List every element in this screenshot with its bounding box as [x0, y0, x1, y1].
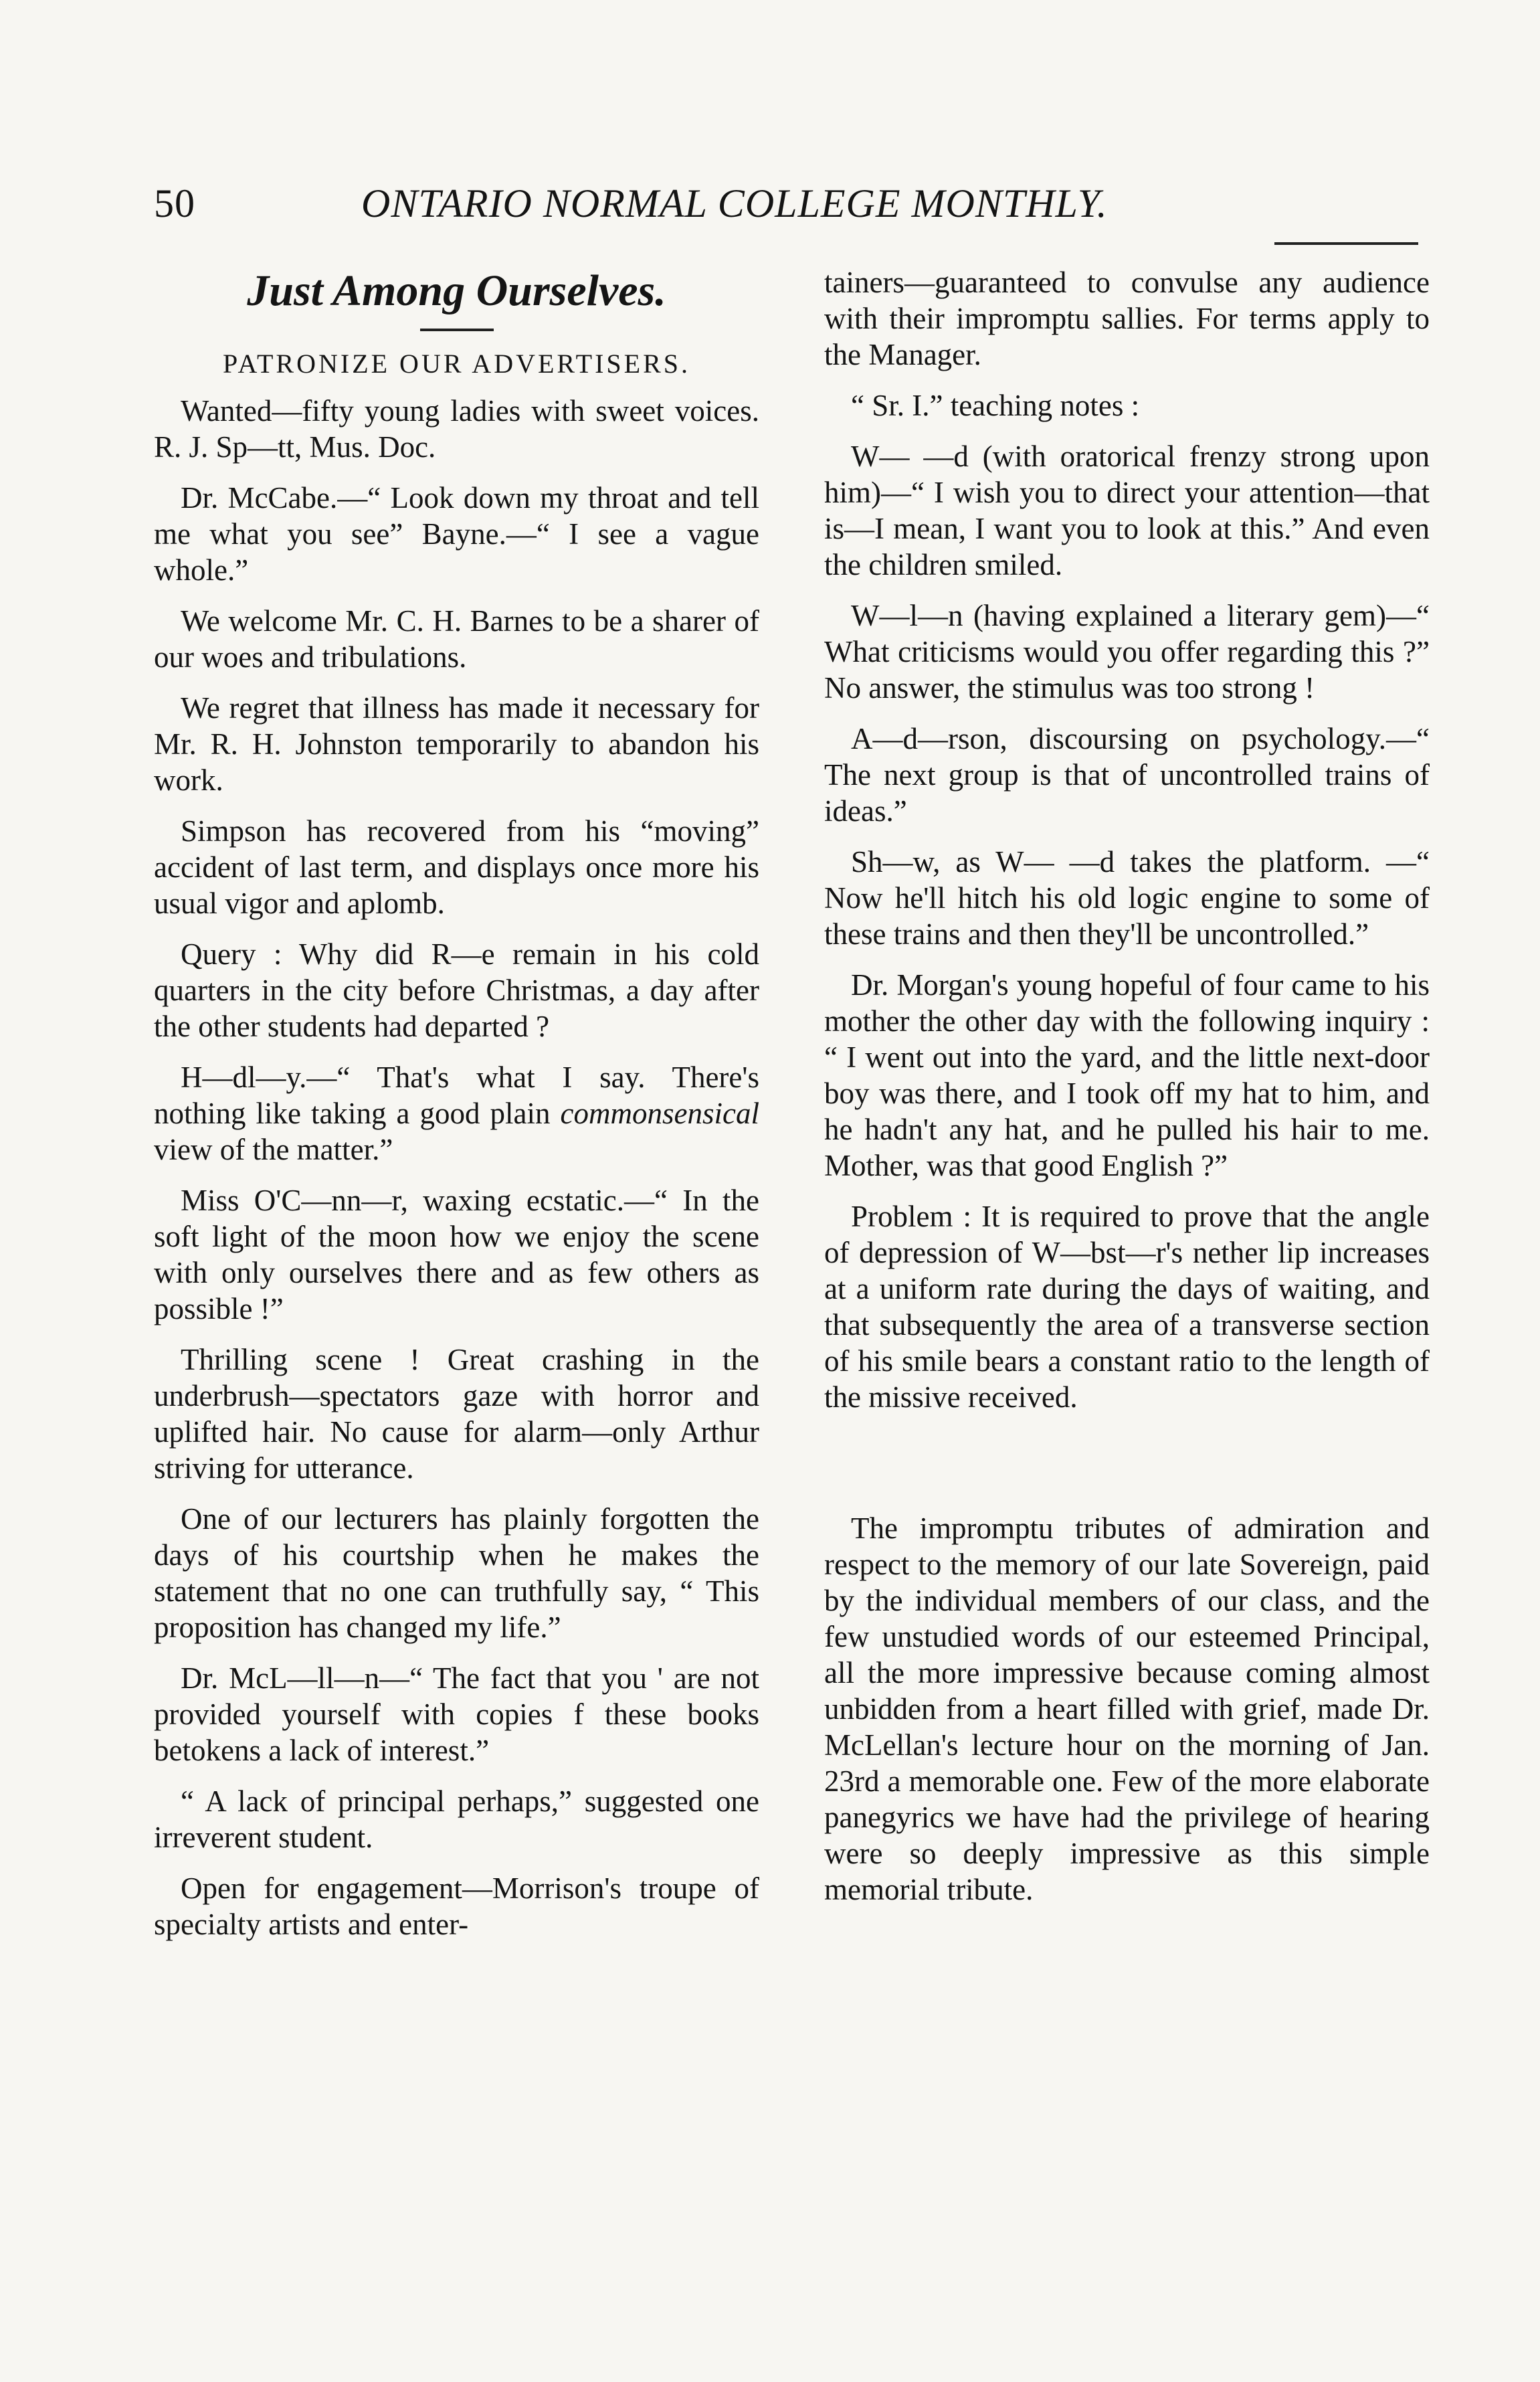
- paragraph: Miss O'C—nn—r, waxing ecstatic.—“ In the soft light of the moon how we enjoy the scene with only ourselves there and as few others as possible !”: [154, 1184, 759, 1325]
- paragraph: “ Sr. I.” teaching notes :: [851, 389, 1140, 422]
- paragraph: Problem : It is required to prove that the angle of depression of W—bst—r's nether lip increases at a uniform rate during the days of waiting, and that subsequently the area of a transverse section of his smile bears a constant ratio to the length of the missive received.: [824, 1200, 1430, 1414]
- paragraph: Wanted—fifty young ladies with sweet voices. R. J. Sp—tt, Mus. Doc.: [154, 394, 759, 464]
- section-gap: [824, 1430, 1430, 1510]
- paragraph: One of our lecturers has plainly forgotten the days of his courtship when he makes the statement that no one can truthfully say, “ This proposition has changed my life.”: [154, 1502, 759, 1644]
- paragraph: We welcome Mr. C. H. Barnes to be a sharer of our woes and tribulations.: [154, 604, 759, 674]
- paragraph: W—l—n (having explained a literary gem)—“ What criticisms would you offer regarding this ?” No answer, the stimulus was too strong !: [824, 599, 1430, 705]
- italic-text: commonsensical: [560, 1097, 759, 1130]
- paragraph: W— —d (with oratorical frenzy strong upon him)—“ I wish you to direct your attention—that is—I mean, I want you to look at this.” And even the children smiled.: [824, 440, 1430, 581]
- paragraph: The impromptu tributes of admiration and respect to the memory of our late Sovereign, paid by the individual members of our class, and the few unstudied words of our esteemed Principal, all the more impressive because coming almost unbidden from a heart filled with grief, made Dr. McLellan's lecture hour on the morning of Jan. 23rd a memorable one. Few of the more elaborate panegyrics we have had the privilege of hearing were so deeply impressive as this simple memorial tribute.: [824, 1511, 1430, 1906]
- paragraph: We regret that illness has made it necessary for Mr. R. H. Johnston temporarily to abandon his work.: [154, 691, 759, 797]
- page-number: 50: [154, 181, 195, 225]
- title-rule: [420, 329, 494, 331]
- paragraph: “ A lack of principal perhaps,” suggested one irreverent student.: [154, 1784, 759, 1854]
- right-column: [824, 264, 1430, 1922]
- paragraph: Simpson has recovered from his “moving” accident of last term, and displays once more his usual vigor and aplomb.: [154, 814, 759, 920]
- left-column: [154, 264, 759, 1957]
- text: view of the matter.”: [154, 1133, 393, 1166]
- paragraph: Dr. Morgan's young hopeful of four came to his mother the other day with the following inquiry : “ I went out into the yard, and the little next-door boy was there, and I took off my hat to him, and he hadn't any hat, and he pulled his hair to me. Mother, was that good English ?”: [824, 968, 1430, 1182]
- page-header: [154, 181, 1398, 241]
- paragraph-hdly: [154, 1059, 759, 1168]
- section-subhead: PATRONIZE OUR ADVERTISERS.: [222, 349, 691, 379]
- paragraph: Query : Why did R—e remain in his cold quarters in the city before Christmas, a day after the other students had departed ?: [154, 937, 759, 1043]
- paragraph: Dr. McL—ll—n—“ The fact that you ' are not provided yourself with copies f these books betokens a lack of interest.”: [154, 1661, 759, 1767]
- paragraph: Sh—w, as W— —d takes the platform. —“ Now he'll hitch his old logic engine to some of these trains and then they'll be uncontrolled.”: [824, 845, 1430, 951]
- paragraph-continued: tainers—guaranteed to convulse any audience with their impromptu sallies. For terms apply to the Manager.: [824, 266, 1430, 371]
- section-title: Just Among Ourselves.: [247, 266, 666, 315]
- paragraph: Thrilling scene ! Great crashing in the underbrush—spectators gaze with horror and uplifted hair. No cause for alarm—only Arthur striving for utterance.: [154, 1343, 759, 1485]
- header-rule: [1274, 242, 1418, 245]
- text: H—dl—y.—“ That's what I say. There's nothing like taking a good plain: [154, 1061, 759, 1130]
- running-title: ONTARIO NORMAL COLLEGE MONTHLY.: [361, 181, 1108, 225]
- paragraph: A—d—rson, discoursing on psychology.—“ The next group is that of uncontrolled trains of ideas.”: [824, 722, 1430, 828]
- paragraph: Dr. McCabe.—“ Look down my throat and tell me what you see” Bayne.—“ I see a vague whole.”: [154, 481, 759, 587]
- paragraph: Open for engagement—Morrison's troupe of specialty artists and enter-: [154, 1871, 759, 1941]
